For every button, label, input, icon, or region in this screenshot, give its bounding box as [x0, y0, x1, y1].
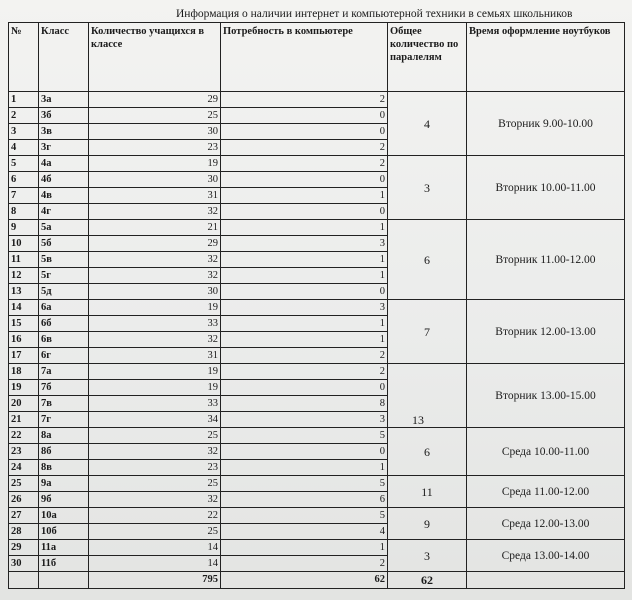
row-need: 0	[221, 284, 388, 300]
row-num: 1	[9, 92, 39, 108]
row-class: 5в	[39, 252, 89, 268]
row-need: 1	[221, 332, 388, 348]
row-need: 0	[221, 444, 388, 460]
row-students: 19	[89, 380, 221, 396]
row-students: 25	[89, 108, 221, 124]
summary-time-empty	[467, 572, 625, 589]
row-need: 1	[221, 460, 388, 476]
row-need: 2	[221, 556, 388, 572]
row-num: 11	[9, 252, 39, 268]
row-class: 4а	[39, 156, 89, 172]
row-need: 1	[221, 540, 388, 556]
row-students: 32	[89, 204, 221, 220]
row-num: 13	[9, 284, 39, 300]
row-class: 8в	[39, 460, 89, 476]
row-students: 25	[89, 524, 221, 540]
row-num: 19	[9, 380, 39, 396]
row-class: 6в	[39, 332, 89, 348]
row-need: 0	[221, 172, 388, 188]
row-class: 3а	[39, 92, 89, 108]
row-num: 18	[9, 364, 39, 380]
row-num: 6	[9, 172, 39, 188]
row-need: 5	[221, 476, 388, 492]
row-num: 23	[9, 444, 39, 460]
row-need: 8	[221, 396, 388, 412]
row-num: 27	[9, 508, 39, 524]
table-row	[9, 220, 625, 236]
row-students: 32	[89, 444, 221, 460]
row-num: 29	[9, 540, 39, 556]
row-students: 30	[89, 284, 221, 300]
row-students: 30	[89, 172, 221, 188]
row-num: 2	[9, 108, 39, 124]
group-time: Вторник 9.00-10.00	[467, 92, 625, 156]
row-num: 28	[9, 524, 39, 540]
row-need: 1	[221, 188, 388, 204]
group-total: 3	[388, 156, 467, 220]
row-students: 19	[89, 300, 221, 316]
row-class: 5г	[39, 268, 89, 284]
row-class: 7а	[39, 364, 89, 380]
table-row	[9, 428, 625, 444]
row-need: 3	[221, 412, 388, 428]
row-num: 26	[9, 492, 39, 508]
row-num: 25	[9, 476, 39, 492]
row-class: 3г	[39, 140, 89, 156]
row-students: 25	[89, 428, 221, 444]
row-students: 31	[89, 348, 221, 364]
row-need: 2	[221, 364, 388, 380]
summary-row	[9, 572, 625, 589]
row-class: 3б	[39, 108, 89, 124]
group-total: 7	[388, 300, 467, 364]
group-total: 3	[388, 540, 467, 572]
row-class: 4б	[39, 172, 89, 188]
header-class: Класс	[39, 23, 89, 92]
row-num: 8	[9, 204, 39, 220]
table-row	[9, 476, 625, 492]
row-students: 33	[89, 316, 221, 332]
row-class: 6б	[39, 316, 89, 332]
group-total: 11	[388, 476, 467, 508]
row-students: 29	[89, 92, 221, 108]
row-class: 5а	[39, 220, 89, 236]
header-need: Потребность в компьютере	[221, 23, 388, 92]
row-students: 14	[89, 540, 221, 556]
group-time: Вторник 12.00-13.00	[467, 300, 625, 364]
row-students: 19	[89, 156, 221, 172]
summary-total: 62	[388, 572, 467, 589]
row-num: 20	[9, 396, 39, 412]
row-need: 0	[221, 108, 388, 124]
row-class: 9б	[39, 492, 89, 508]
row-class: 4г	[39, 204, 89, 220]
row-class: 8б	[39, 444, 89, 460]
row-class: 11б	[39, 556, 89, 572]
row-num: 15	[9, 316, 39, 332]
row-students: 19	[89, 364, 221, 380]
row-need: 2	[221, 348, 388, 364]
row-need: 1	[221, 252, 388, 268]
row-class: 10а	[39, 508, 89, 524]
row-students: 32	[89, 332, 221, 348]
row-students: 22	[89, 508, 221, 524]
row-students: 23	[89, 460, 221, 476]
row-students: 32	[89, 268, 221, 284]
group-total: 13	[388, 364, 467, 428]
row-need: 0	[221, 204, 388, 220]
summary-students: 795	[89, 572, 221, 589]
row-class: 4в	[39, 188, 89, 204]
table-row	[9, 364, 625, 380]
row-need: 2	[221, 156, 388, 172]
row-num: 14	[9, 300, 39, 316]
row-class: 6а	[39, 300, 89, 316]
row-students: 14	[89, 556, 221, 572]
table-row	[9, 156, 625, 172]
page-title: Информация о наличии интернет и компьютерной техники в семьях школьников	[176, 8, 573, 20]
summary-num-empty	[9, 572, 39, 589]
row-students: 34	[89, 412, 221, 428]
header-row	[9, 23, 625, 92]
row-need: 4	[221, 524, 388, 540]
row-students: 30	[89, 124, 221, 140]
row-students: 31	[89, 188, 221, 204]
row-need: 3	[221, 236, 388, 252]
row-need: 6	[221, 492, 388, 508]
row-need: 2	[221, 140, 388, 156]
row-class: 8а	[39, 428, 89, 444]
row-num: 30	[9, 556, 39, 572]
row-class: 5д	[39, 284, 89, 300]
row-num: 22	[9, 428, 39, 444]
row-need: 1	[221, 316, 388, 332]
group-total: 9	[388, 508, 467, 540]
group-time: Вторник 11.00-12.00	[467, 220, 625, 300]
row-students: 25	[89, 476, 221, 492]
row-num: 10	[9, 236, 39, 252]
group-total: 6	[388, 428, 467, 476]
row-num: 12	[9, 268, 39, 284]
row-num: 16	[9, 332, 39, 348]
row-students: 33	[89, 396, 221, 412]
row-students: 23	[89, 140, 221, 156]
table-row	[9, 508, 625, 524]
row-num: 17	[9, 348, 39, 364]
group-total: 6	[388, 220, 467, 300]
row-class: 7б	[39, 380, 89, 396]
header-num: №	[9, 23, 39, 92]
row-class: 7г	[39, 412, 89, 428]
row-class: 5б	[39, 236, 89, 252]
table-row	[9, 540, 625, 556]
group-time: Среда 11.00-12.00	[467, 476, 625, 508]
row-num: 21	[9, 412, 39, 428]
row-num: 4	[9, 140, 39, 156]
header-students: Количество учащихся в классе	[89, 23, 221, 92]
row-need: 1	[221, 268, 388, 284]
row-need: 0	[221, 380, 388, 396]
row-need: 5	[221, 508, 388, 524]
table-row	[9, 300, 625, 316]
group-total: 4	[388, 92, 467, 156]
row-need: 1	[221, 220, 388, 236]
row-num: 9	[9, 220, 39, 236]
group-time: Вторник 10.00-11.00	[467, 156, 625, 220]
group-time: Среда 13.00-14.00	[467, 540, 625, 572]
row-need: 5	[221, 428, 388, 444]
summary-class-empty	[39, 572, 89, 589]
group-time: Среда 10.00-11.00	[467, 428, 625, 476]
row-class: 7в	[39, 396, 89, 412]
row-num: 7	[9, 188, 39, 204]
group-time: Вторник 13.00-15.00	[467, 364, 625, 428]
row-students: 32	[89, 252, 221, 268]
row-need: 0	[221, 124, 388, 140]
row-need: 3	[221, 300, 388, 316]
header-total: Общее количество по паралелям	[388, 23, 467, 92]
laptop-need-table	[8, 22, 625, 589]
row-class: 10б	[39, 524, 89, 540]
table-row	[9, 92, 625, 108]
row-students: 29	[89, 236, 221, 252]
row-need: 2	[221, 92, 388, 108]
group-time: Среда 12.00-13.00	[467, 508, 625, 540]
row-students: 32	[89, 492, 221, 508]
row-class: 9а	[39, 476, 89, 492]
row-num: 5	[9, 156, 39, 172]
row-class: 6г	[39, 348, 89, 364]
row-students: 21	[89, 220, 221, 236]
row-class: 11а	[39, 540, 89, 556]
row-num: 24	[9, 460, 39, 476]
row-class: 3в	[39, 124, 89, 140]
header-time: Время оформление ноутбуков	[467, 23, 625, 92]
row-num: 3	[9, 124, 39, 140]
summary-need: 62	[221, 572, 388, 589]
